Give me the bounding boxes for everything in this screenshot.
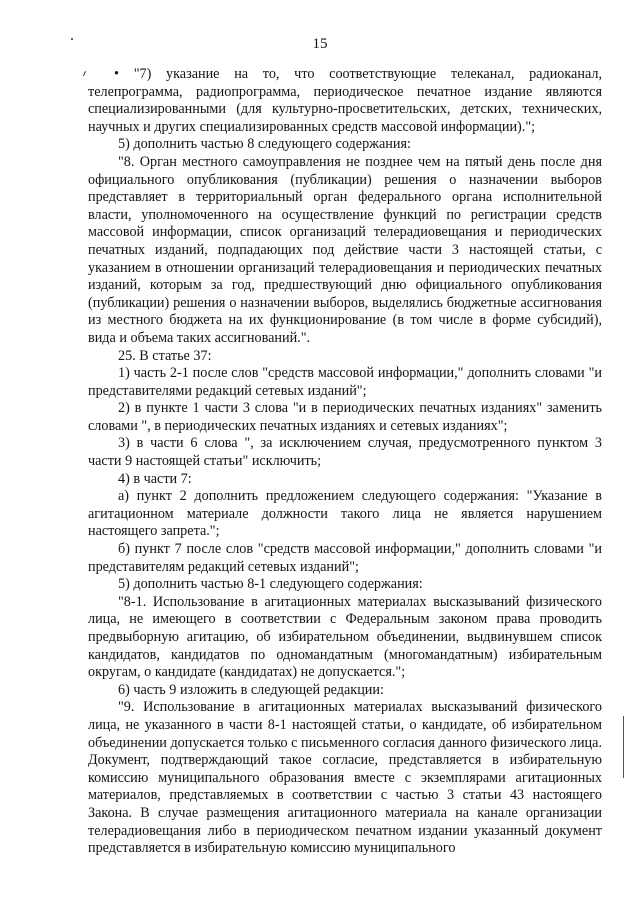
paragraph: 5) дополнить частью 8 следующего содержания: <box>118 136 411 153</box>
paragraph: • "7) указание на то, что соответствующие телеканал, радиоканал, телепрограмма, радиопрограмма, периодическое печатное издание являются специализированными (для культурно-просветительских, детских, технических, научных и других специализированных средств массовой информации)."; <box>88 66 602 135</box>
paragraph: 25. В статье 37: <box>118 347 212 364</box>
paragraph: 3) в части 6 слова ", за исключением случая, предусмотренного пунктом 3 части 9 настоящей статьи" исключить; <box>88 435 602 470</box>
paragraph: "9. Использование в агитационных материалах высказываний физического лица, не указанного в части 8-1 настоящей статьи, о кандидате, об избирательном объединении допускается только с письменного согласия данного физического лица. Документ, подтверждающий такое согласие, представляется в избирательную комиссию муниципального образования вместе с экземплярами агитационных материалов, представляемых в соответствии с частью 3 статьи 43 настоящего Закона. В случае размещения агитационного материала на канале организации телерадиовещания либо в периодическом печатном издании указанный документ представляется в избирательную комиссию муниципального <box>88 699 602 857</box>
paragraph: 1) часть 2-1 после слов "средств массовой информации," дополнить словами "и представителями редакций сетевых изданий"; <box>88 365 602 399</box>
paragraph: 5) дополнить частью 8-1 следующего содержания: <box>118 576 423 593</box>
paragraph: б) пункт 7 после слов "средств массовой информации," дополнить словами "и представителям редакций сетевых изданий"; <box>88 541 602 575</box>
page-number: 15 <box>312 36 328 52</box>
paragraph: а) пункт 2 дополнить предложением следующего содержания: "Указание в агитационном материале должности такого лица не является нарушением настоящего запрета."; <box>88 488 602 540</box>
paragraph: 6) часть 9 изложить в следующей редакции: <box>118 681 384 698</box>
paragraph: "8. Орган местного самоуправления не позднее чем на пятый день после дня официального опубликования (публикации) решения о назначении выборов представляет в территориальный орган федерального органа исполнительной власти, уполномоченного на осуществление функций по регистрации средств массовой информации, список организаций телерадиовещания и периодических печатных изданий, подпадающих под действие части 3 настоящей статьи, с указанием в отношении организаций телерадиовещания и периодических печатных изданий, которым за год, предшествующий дню официального опубликования (публикации) решения о назначении выборов, выделялись бюджетные ассигнования из местного бюджета на их функционирование (в том числе в форме субсидий), вида и объема таких ассигнований.". <box>88 153 602 346</box>
document-body <box>88 66 602 858</box>
scan-mark <box>83 71 86 76</box>
paragraph: 4) в части 7: <box>118 470 192 487</box>
scan-edge-line <box>623 716 624 778</box>
paragraph: "8-1. Использование в агитационных материалах высказываний физического лица, не имеющего в соответствии с Федеральным законом права проводить предвыборную агитацию, об избирательном объединении, выдвинувшем список кандидатов, кандидатов по одномандатным (многомандатным) избирательным округам, о кандидате (кандидатах) не допускается."; <box>88 593 602 681</box>
paragraph: 2) в пункте 1 части 3 слова "и в периодических печатных изданиях" заменить словами ", в периодических печатных изданиях и сетевых изданиях"; <box>88 400 602 434</box>
